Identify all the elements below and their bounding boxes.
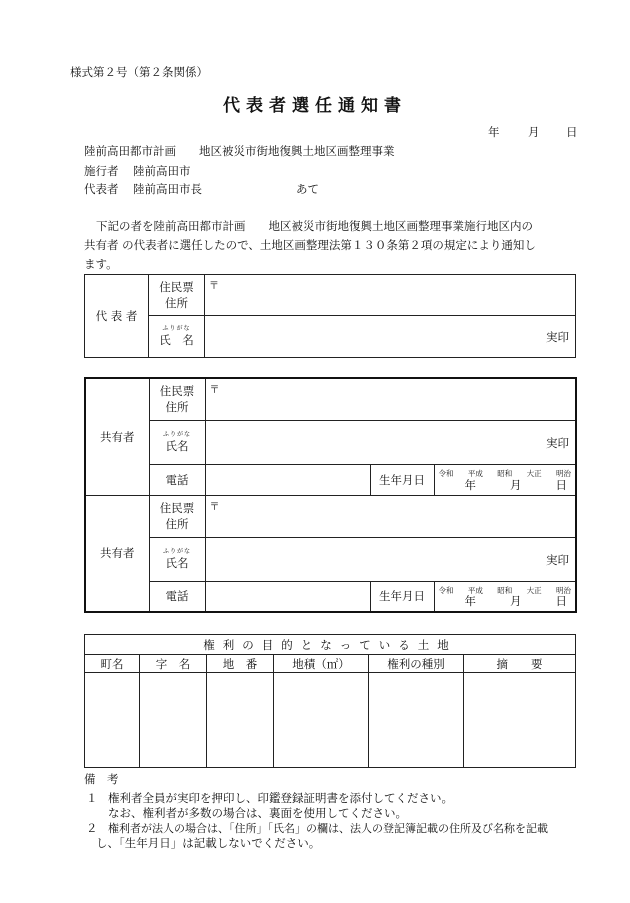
co-owner-2-address-label xyxy=(149,495,205,537)
name-label-text: 氏 名 xyxy=(159,333,194,347)
note-2-num: ２ xyxy=(86,821,98,835)
co-owner-1-name-text: 氏名 xyxy=(165,438,189,453)
land-cell-area[interactable] xyxy=(274,673,369,768)
co-owner-1-address-label-1: 住民票 xyxy=(159,384,195,399)
col-header-town: 町名 xyxy=(85,655,140,673)
co-owner-2-birth-label: 生年月日 xyxy=(370,581,434,612)
ymd-day: 日 xyxy=(555,594,567,608)
body-line-3: ます。 xyxy=(84,257,118,271)
co-owner-1-birth-field[interactable] xyxy=(434,464,576,495)
era-reiwa: 令和 xyxy=(438,585,454,595)
land-cell-remarks[interactable] xyxy=(464,673,576,768)
co-owner-1-address-field[interactable] xyxy=(205,378,576,420)
note-1-text: 権利者全員が実印を押印し、印鑑登録証明書を添付してください。 xyxy=(108,791,453,805)
co-owner-2-label: 共有者 xyxy=(85,495,149,612)
col-header-remarks: 摘 要 xyxy=(464,655,576,673)
postal-mark: 〒 xyxy=(209,281,219,292)
era-taisho: 大正 xyxy=(526,468,542,478)
co-owner-1-phone-label: 電話 xyxy=(149,464,205,495)
era-reiwa: 令和 xyxy=(438,468,454,478)
co-owner-2-address-field[interactable] xyxy=(205,495,576,537)
seal-label: 実印 xyxy=(546,330,569,344)
ymd-month: 月 xyxy=(510,594,522,608)
co-owner-1-address-label-2: 住所 xyxy=(165,400,189,415)
land-table-title: 権利の目的となっている土地 xyxy=(85,635,576,655)
land-cell-town[interactable] xyxy=(85,673,140,768)
name-label xyxy=(149,316,205,358)
co-owner-2-ymd xyxy=(465,593,568,609)
representative-row-label: 代 表 者 xyxy=(85,275,149,358)
co-owner-1-postal-mark: 〒 xyxy=(209,385,220,396)
executor-label: 施行者 xyxy=(84,164,119,178)
era-taisho: 大正 xyxy=(526,585,542,595)
form-number: 様式第２号（第２条関係） xyxy=(70,65,208,79)
co-owner-2-furigana: ふりがな xyxy=(162,547,191,555)
ymd-year: 年 xyxy=(464,594,476,608)
era-meiji: 明治 xyxy=(556,585,571,595)
co-owner-1-seal: 実印 xyxy=(546,435,569,450)
ymd-day: 日 xyxy=(555,477,567,492)
project-name: 陸前高田都市計画 地区被災市街地復興土地区画整理事業 xyxy=(84,144,395,158)
notes-heading: 備 考 xyxy=(84,772,119,786)
co-owner-1-furigana: ふりがな xyxy=(162,430,191,438)
co-owner-2-name-label xyxy=(149,537,205,581)
executor-value: 陸前高田市 xyxy=(133,164,191,178)
co-owner-table xyxy=(84,377,577,613)
co-owner-1-address-label xyxy=(149,378,205,420)
co-owner-2-name-text: 氏名 xyxy=(165,555,189,570)
land-cell-lot[interactable] xyxy=(207,673,274,768)
note-2-text: 権利者が法人の場合は、「住所」「氏名」の欄は、法人の登記簿記載の住所及び名称を記載 xyxy=(108,822,548,835)
co-owner-2-address-label-2: 住所 xyxy=(165,517,189,531)
date-day: 日 xyxy=(566,125,578,139)
body-line-1: 下記の者を陸前高田都市計画 地区被災市街地復興土地区画整理事業施行地区内の xyxy=(96,219,533,233)
co-owner-1-name-field[interactable] xyxy=(205,420,576,464)
co-owner-1-birth-label: 生年月日 xyxy=(370,464,434,495)
era-heisei: 平成 xyxy=(467,585,483,595)
ymd-year: 年 xyxy=(464,477,476,492)
co-owner-1-phone-field[interactable] xyxy=(205,464,370,495)
col-header-aza: 字 名 xyxy=(140,655,207,673)
note-1-num: １ xyxy=(86,791,98,805)
co-owner-2-name-field[interactable] xyxy=(205,537,576,581)
co-owner-2-seal: 実印 xyxy=(546,552,569,567)
page-title: 代表者選任通知書 xyxy=(223,96,407,116)
era-showa: 昭和 xyxy=(497,468,513,478)
col-header-lot: 地 番 xyxy=(207,655,274,673)
co-owner-2-phone-label: 電話 xyxy=(149,581,205,612)
era-showa: 昭和 xyxy=(497,585,513,595)
ymd-month: 月 xyxy=(510,477,522,492)
co-owner-1-label: 共有者 xyxy=(85,378,149,495)
representative-value: 陸前高田市長 xyxy=(133,182,202,196)
representative-table xyxy=(84,274,576,358)
body-line-2: 共有者 の代表者に選任したので、土地区画整理法第１３０条第２項の規定により通知し xyxy=(84,238,536,252)
representative-label: 代表者 xyxy=(84,182,119,196)
co-owner-2-birth-field[interactable] xyxy=(434,581,576,612)
name-field[interactable] xyxy=(205,316,576,358)
co-owner-2-phone-field[interactable] xyxy=(205,581,370,612)
note-1b-text: なお、権利者が多数の場合は、裏面を使用してください。 xyxy=(108,806,407,820)
date-year: 年 xyxy=(488,125,500,139)
land-cell-aza[interactable] xyxy=(140,673,207,768)
address-label-line1: 住民票 xyxy=(159,280,194,294)
co-owner-1-ymd xyxy=(465,477,568,493)
era-meiji: 明治 xyxy=(556,468,571,478)
address-label xyxy=(149,275,205,316)
co-owner-1-name-label xyxy=(149,420,205,464)
furigana-label: ふりがな xyxy=(162,325,191,332)
co-owner-2-postal-mark: 〒 xyxy=(209,501,220,513)
land-table xyxy=(84,634,576,768)
era-heisei: 平成 xyxy=(467,468,483,478)
col-header-area: 地積（㎡） xyxy=(274,655,369,673)
address-label-line2: 住所 xyxy=(165,296,188,310)
address-field[interactable] xyxy=(205,275,576,316)
land-cell-right-type[interactable] xyxy=(369,673,464,768)
date-month: 月 xyxy=(528,125,540,139)
col-header-right-type: 権利の種別 xyxy=(369,655,464,673)
note-2b-text: し、「生年月日」は記載しないでください。 xyxy=(96,836,321,850)
ate-text: あて xyxy=(296,182,319,196)
co-owner-2-address-label-1: 住民票 xyxy=(159,501,195,515)
